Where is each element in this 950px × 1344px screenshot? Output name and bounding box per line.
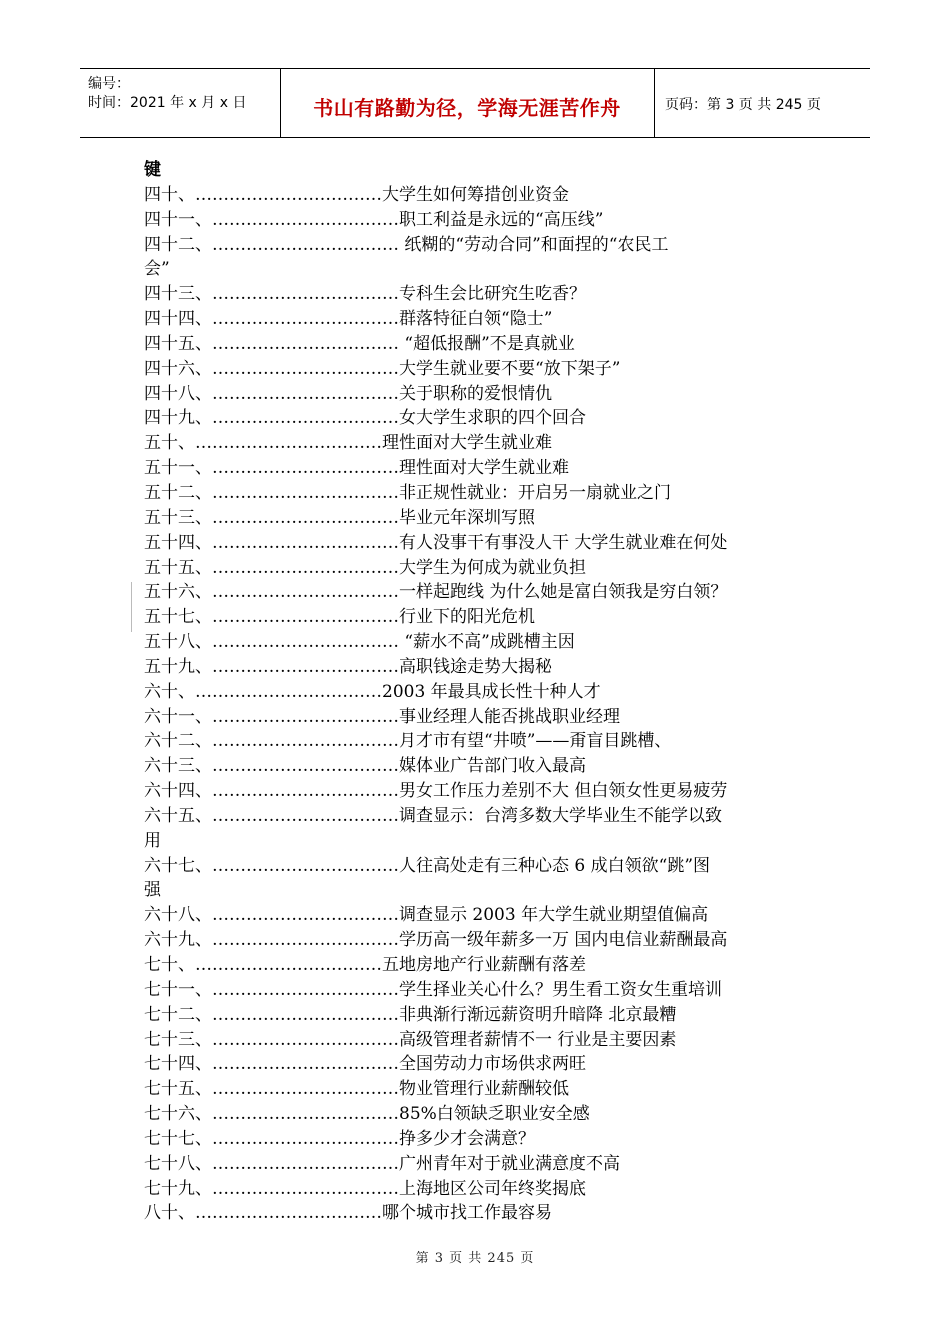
toc-entry[interactable]: 五十二、……………………………非正规性就业：开启另一扇就业之门 <box>144 482 671 503</box>
toc-entry[interactable]: 五十七、……………………………行业下的阳光危机 <box>144 607 535 628</box>
toc-entry[interactable]: 四十九、……………………………女大学生求职的四个回合 <box>144 408 586 429</box>
toc-entry[interactable]: 五十一、……………………………理性面对大学生就业难 <box>144 458 569 479</box>
toc-entry[interactable]: 七十六、……………………………85%白领缺乏职业安全感 <box>144 1104 590 1125</box>
header-page-cell <box>655 69 870 137</box>
toc-entry[interactable]: 六十三、……………………………媒体业广告部门收入最高 <box>144 756 586 777</box>
toc-entry[interactable]: 四十三、……………………………专科生会比研究生吃香？ <box>144 284 586 305</box>
toc-entry[interactable]: 七十一、……………………………学生择业关心什么？男生看工资女生重培训 <box>144 979 722 1000</box>
toc-entry[interactable]: 七十九、……………………………上海地区公司年终奖揭底 <box>144 1178 586 1199</box>
toc-entry[interactable]: 用 <box>144 830 161 851</box>
toc-entry[interactable]: 四十五、…………………………… “超低报酬”不是真就业 <box>144 333 575 354</box>
toc-entry[interactable]: 六十七、……………………………人往高处走有三种心态 6 成白领欲“跳”图 <box>144 855 711 876</box>
toc-entry[interactable]: 强 <box>144 880 161 901</box>
toc-entry[interactable]: 键 <box>144 160 161 180</box>
toc-entry[interactable]: 四十、……………………………大学生如何筹措创业资金 <box>144 184 569 205</box>
toc-entry[interactable]: 七十、……………………………五地房地产行业薪酬有落差 <box>144 955 586 975</box>
toc-entry[interactable]: 五十五、……………………………大学生为何成为就业负担 <box>144 557 586 578</box>
table-of-contents <box>144 158 824 1226</box>
toc-entry[interactable]: 四十二、…………………………… 纸糊的“劳动合同”和面捏的“农民工 <box>144 234 669 255</box>
toc-entry[interactable]: 四十六、……………………………大学生就业要不要“放下架子” <box>144 358 621 379</box>
page-header <box>80 68 870 138</box>
toc-entry[interactable]: 六十五、……………………………调查显示：台湾多数大学毕业生不能学以致 <box>144 805 722 826</box>
toc-entry[interactable]: 五十三、……………………………毕业元年深圳写照 <box>144 507 535 528</box>
toc-entry[interactable]: 五十九、……………………………高职钱途走势大揭秘 <box>144 656 552 677</box>
toc-entry[interactable]: 七十四、……………………………全国劳动力市场供求两旺 <box>144 1054 586 1075</box>
header-motto: 书山有路勤为径，学海无涯苦作舟 <box>313 96 621 120</box>
document-number-label: 编号： <box>88 76 130 92</box>
toc-entry[interactable]: 七十三、……………………………高级管理者薪情不一 行业是主要因素 <box>144 1029 677 1050</box>
header-meta-cell <box>80 69 281 137</box>
toc-entry[interactable]: 五十八、…………………………… “薪水不高”成跳槽主因 <box>144 632 575 653</box>
toc-entry[interactable]: 六十二、……………………………月才市有望“井喷”——甭盲目跳槽、 <box>144 731 672 752</box>
header-page-info: 页码：第 3 页 共 245 页 <box>665 97 821 113</box>
document-date-label: 时间：2021 年 x 月 x 日 <box>88 95 247 111</box>
toc-entry[interactable]: 四十八、……………………………关于职称的爱恨情仇 <box>144 383 552 404</box>
toc-entry[interactable]: 五十四、……………………………有人没事干有事没人干 大学生就业难在何处 <box>144 532 728 553</box>
toc-entry[interactable]: 六十、……………………………2003 年最具成长性十种人才 <box>144 681 601 702</box>
toc-entry[interactable]: 四十一、……………………………职工利益是永远的“高压线” <box>144 209 604 230</box>
toc-entry[interactable]: 六十四、……………………………男女工作压力差别不大 但白领女性更易疲劳 <box>144 781 728 802</box>
header-motto-cell <box>280 69 655 137</box>
toc-entry[interactable]: 八十、……………………………哪个城市找工作最容易 <box>144 1203 552 1224</box>
margin-change-bar <box>131 582 132 632</box>
toc-entry[interactable]: 七十八、……………………………广州青年对于就业满意度不高 <box>144 1153 620 1174</box>
toc-entry[interactable]: 六十八、……………………………调查显示 2003 年大学生就业期望值偏高 <box>144 905 709 926</box>
toc-entry[interactable]: 五十六、……………………………一样起跑线 为什么她是富白领我是穷白领？ <box>144 582 728 603</box>
toc-entry[interactable]: 七十五、……………………………物业管理行业薪酬较低 <box>144 1079 569 1100</box>
toc-entry[interactable]: 会” <box>144 259 170 280</box>
toc-entry[interactable]: 四十四、……………………………群落特征白领“隐士” <box>144 309 553 330</box>
toc-entry[interactable]: 六十九、……………………………学历高一级年薪多一万 国内电信业薪酬最高 <box>144 930 728 951</box>
toc-entry[interactable]: 七十七、……………………………挣多少才会满意？ <box>144 1128 535 1149</box>
page-footer: 第 3 页 共 245 页 <box>415 1251 535 1266</box>
toc-entry[interactable]: 五十、……………………………理性面对大学生就业难 <box>144 433 552 454</box>
toc-entry[interactable]: 六十一、……………………………事业经理人能否挑战职业经理 <box>144 706 620 727</box>
toc-entry[interactable]: 七十二、……………………………非典渐行渐远薪资明升暗降 北京最糟 <box>144 1004 677 1025</box>
